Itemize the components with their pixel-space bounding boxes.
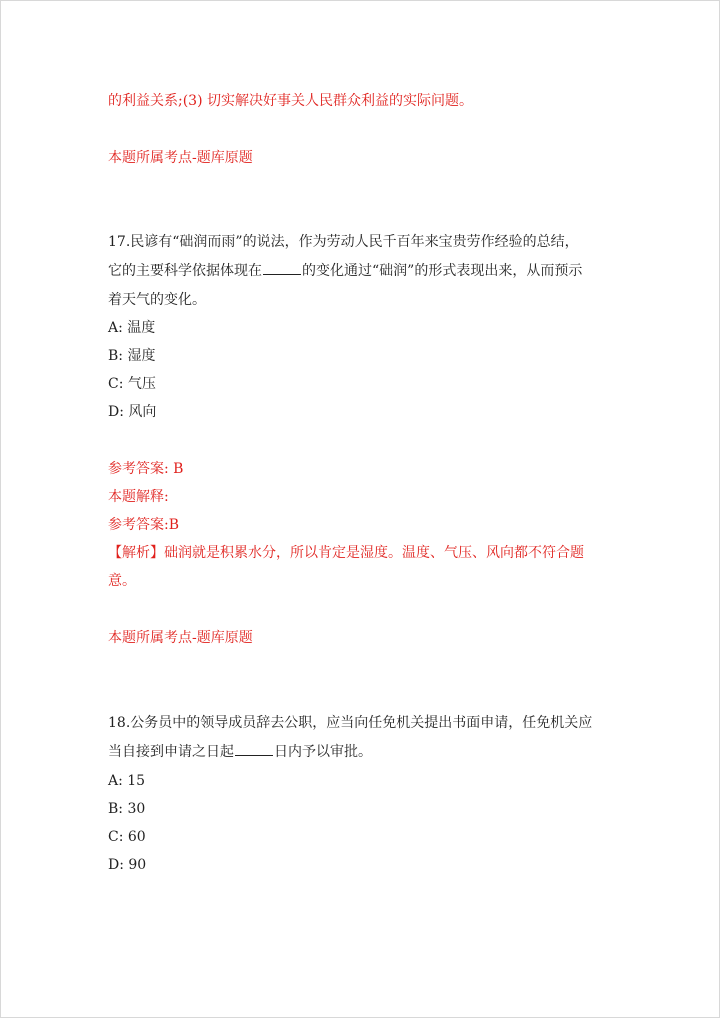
- q17-stem-line1: 17.民谚有“础润而雨”的说法，作为劳动人民千百年来宝贵劳作经验的总结，: [108, 234, 579, 250]
- q18-option-c: C: 60: [108, 829, 146, 845]
- q18-stem-line2: [108, 743, 372, 761]
- q17-explain-label: 本题解释:: [108, 489, 169, 505]
- prev-answer-tail: 的利益关系;(3) 切实解决好事关人民群众利益的实际问题。: [108, 93, 473, 109]
- q18-blank: [235, 743, 273, 756]
- q18-option-b: B: 30: [108, 801, 146, 817]
- q17-source: 本题所属考点-题库原题: [108, 630, 253, 646]
- q17-stem-line2-pre: 它的主要科学依据体现在: [108, 263, 262, 279]
- prev-source: 本题所属考点-题库原题: [108, 150, 253, 166]
- q17-analysis-line2: 意。: [108, 573, 136, 589]
- q18-stem-line2-pre: 当自接到申请之日起: [108, 744, 234, 760]
- q17-stem-line2: [108, 262, 582, 280]
- q17-option-c: C: 气压: [108, 376, 156, 392]
- q17-answer: 参考答案: B: [108, 461, 184, 477]
- q18-option-a: A: 15: [108, 773, 146, 789]
- q18-option-d: D: 90: [108, 857, 147, 873]
- q17-stem-line2-post: 的变化通过“础润”的形式表现出来，从而预示: [302, 263, 583, 279]
- q17-answer-repeat: 参考答案:B: [108, 517, 180, 533]
- q17-option-d: D: 风向: [108, 404, 157, 420]
- q17-option-a: A: 温度: [108, 320, 156, 336]
- q18-stem-line1: 18.公务员中的领导成员辞去公职，应当向任免机关提出书面申请，任免机关应: [108, 715, 593, 731]
- q17-analysis-line1: 【解析】础润就是积累水分，所以肯定是湿度。温度、气压、风向都不符合题: [108, 545, 584, 561]
- q17-option-b: B: 湿度: [108, 348, 156, 364]
- q17-blank: [263, 262, 301, 275]
- q18-stem-line2-post: 日内予以审批。: [274, 744, 372, 760]
- q17-stem-line3: 着天气的变化。: [108, 292, 206, 308]
